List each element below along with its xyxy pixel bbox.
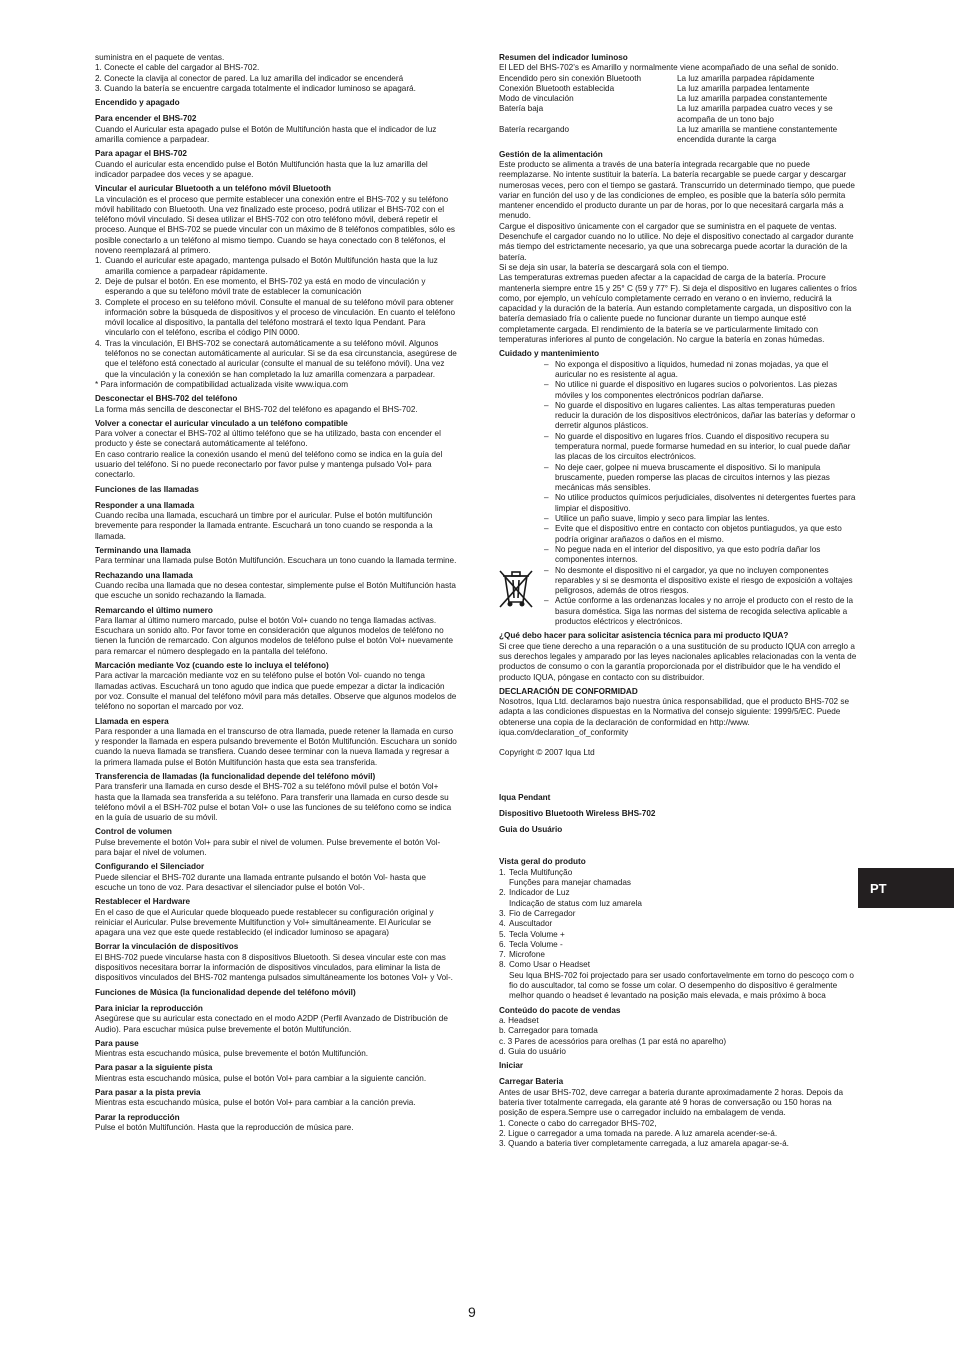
led-state: Modo de vinculación [499,94,574,104]
power-text: Este producto se alimenta a través de una batería integrada recargable que no puede reemplazarse. No intente sustituir la batería. La batería recargable se puede cargar y descargar numerosas veces, pero con el tiempo se gastará. Transcurrido un determinado tiempo, que puede variar en función del uso y de las condiciones de empleo, es posible que la batería sólo permita mantener encendido el producto durante un par de horas, por lo que necesitará cargarla más a menudo. [499,159,855,221]
led-light: La luz amarilla se mantiene constantemente encendida durante la carga [677,125,838,145]
answer-heading: Responder a una llamada [95,500,195,510]
clear-heading: Borrar la vinculación de dispositivos [95,942,239,952]
list-item: – No guarde el dispositivo en lugares fríos. Cuando el dispositivo recupera su temperatura normal, puede formarse humedad en su interior, lo cual puede dañar las placas de los circuitos electrónicos. [544,431,851,462]
calls-heading: Funciones de las llamadas [95,484,199,494]
mute-text: Puede silenciar el BHS-702 durante una llamada entrante pulsando el botón Vol- hasta que escuche un tono de voz. Para desactivar el silenciador pulse el botón Vol-. [95,872,426,892]
list-item: – No pegue nada en el interior del dispositivo, ya que esto podría dañar los componentes internos. [544,544,821,565]
redial-text: Para llamar al último numero marcado, pulse el botón Vol+ cuando no tenga llamadas activas. Escuchara un sonido alto. Por favor tome en consideración que algunos modelos de teléfono no tienen la función de remarcado. Con algunos modelos de teléfono pulse el botón Vol+ nuevamente para remarcar el número desplegado en la pantalla del teléfono. [95,615,453,656]
pause-heading: Para pause [95,1038,139,1048]
pair-note: * Para información de compatibilidad actualizada visite www.iqua.com [95,379,349,389]
pt-package-item: c. 3 Pares de acessórios para orelhas (1 par está no aparelho) [499,1036,727,1046]
list-item: 1. Cuando el auricular este apagado, mantenga pulsado el Botón Multifunción hasta que la luz amarilla comience a parpadear rápidamente. [95,256,438,276]
pt-package-item: a. Headset [499,1015,539,1025]
reconnect-heading: Volver a conectar el auricular vinculado a un teléfono compatible [95,418,348,428]
charge-step: 1. Conecte el cable del cargador al BHS-702. [95,63,260,73]
prev-heading: Para pasar a la pista previa [95,1088,201,1098]
charge-step: 2. Conecte la clavija al conector de pared. La luz amarilla del indicador se encenderá [95,73,404,83]
list-item: 6. Tecla Volume - [499,939,563,949]
pt-start-heading: Iniciar [499,1061,524,1071]
list-item: – Utilice un paño suave, limpio y seco para limpiar las lentes. [544,514,770,524]
list-item: 4. Auscultador [499,919,553,929]
on-heading: Para encender el BHS-702 [95,114,197,124]
pt-package-heading: Conteúdo do pacote de vendas [499,1005,621,1015]
led-light: La luz amarilla parpadea constantemente [677,94,828,104]
voice-heading: Marcación mediante Voz (cuando este lo incluya el teléfono) [95,661,329,671]
list-item: 3. Fio de Carregador [499,908,576,918]
pt-package-item: b. Carregador para tomada [499,1026,598,1036]
volume-heading: Control de volumen [95,827,172,837]
reset-heading: Restablecer el Hardware [95,897,191,907]
care-list [499,360,861,628]
play-text: Asegúrese que su auricular esta conectado en el modo A2DP (Perfil Avanzado de Distribución de Audio). Para escuchar música pulse brevemente el botón Multifunción. [95,1014,448,1034]
led-intro: El LED del BHS-702’s es Amarillo y normalmente viene acompañado de una señal de sonido. [499,63,839,73]
transfer-heading: Transferencia de llamadas (la funcionalidad depende del teléfono móvil) [95,772,376,781]
reject-heading: Rechazando una llamada [95,570,193,580]
pt-product-title: Iqua Pendant [499,792,551,802]
pt-overview-heading: Vista geral do produto [499,857,586,867]
list-item: – No guarde el dispositivo en lugares calientes. Las altas temperaturas pueden reducir la duración de los dispositivos electrónicos, dañar las baterías y deformar o derretir algunos plásticos. [544,400,856,431]
pt-overview-list [499,868,861,1002]
list-item: – No utilice productos químicos perjudiciales, disolventes ni detergentes fuertes para limpiar el dispositivo. [544,493,856,513]
next-heading: Para pasar a la siguiente pista [95,1063,213,1073]
disconnect-text: La forma más sencilla de desconectar el BHS-702 del teléfono es apagando el BHS-702. [95,404,418,414]
list-item: – Actúe conforme a las ordenanzas locales y no arroje el producto con el resto de la basura doméstica. Siga las normas del sistema de recogida selectiva aplicable a productos eléctricos y electrónicos. [544,596,854,627]
copyright: Copyright © 2007 Iqua Ltd [499,748,595,758]
conformity-text: Nosotros, Iqua Ltd. declaramos bajo nuestra única responsabilidad, que el producto BHS-702 se adapta a las condiciones dispuestas en la Normativa del consejo siguiente: 1999/5/EC. Puede obtenerse una copia de la declaración de conformidad en http://www. iqua.com/declaration_of_conformity [499,697,849,737]
led-state: Batería recargando [499,125,570,135]
pt-charge-heading: Carregar Bateria [499,1077,564,1087]
page-number: 9 [468,1304,476,1320]
pair-steps [95,256,457,380]
disconnect-heading: Desconectar el BHS-702 del teléfono [95,394,238,404]
power-text: Las temperaturas extremas pueden afectar a la capacidad de carga de la batería. Procure mantenerla siempre entre 15 y 25° C (59 y 77° F). Si deja el dispositivo en lugares calientes o fríos como, por ejemplo, un vehículo completamente cerrado en verano o en invierno, reducirá la capacidad y la duración de la batería. Aun estando completamente cargada, un dispositivo con la batería demasiado fría o caliente puede no funcionar durante un tiempo aunque esté completamente cargada. El rendimiento de la batería se ve particularmente limitado con temperaturas inferiores al punto de congelación. No cargue la batería en zonas húmedas. [499,273,857,345]
list-item: – Evite que el dispositivo entre en contacto con objetos puntiagudos, ya que esto podría originar arañazos o daños en el mismo. [544,524,842,544]
led-heading: Resumen del indicador luminoso [499,53,628,62]
led-light: La luz amarilla parpadea cuatro veces y se acompaña de un tono bajo [677,104,833,124]
pt-charge-step: 1. Conecte o cabo do carregador BHS-702, [499,1118,657,1128]
off-heading: Para apagar el BHS-702 [95,149,187,159]
mute-heading: Configurando el Silenciador [95,862,205,872]
list-item: 5. Tecla Volume + [499,929,565,939]
pause-text: Mientras esta escuchando música, pulse brevemente el botón Multifunción. [95,1049,369,1059]
end-heading: Terminando una llamada [95,546,191,556]
led-state: Conexión Bluetooth establecida [499,83,615,93]
end-text: Para terminar una llamada pulse Botón Multifunción. Escuchara un tono cuando la llamada termine. [95,556,457,566]
list-item: 2. Deje de pulsar el botón. En ese momento, el BHS-702 ya está en modo de vinculación y esperando a que su teléfono móvil trate de establecer la comunicación [95,276,426,297]
reconnect-text: En caso contrario realice la conexión usando el menú del teléfono como se indica en la guía del usuario del teléfono. Si no puede reconectarlo por favor pulse y mantenga pulsado Vol+ para conectarlo. [95,449,443,480]
list-item: – No deje caer, golpee ni mueva bruscamente el dispositivo. Si lo manipula bruscamente, pueden romperse las placas de circuitos internos y las piezas mecánicas más sensibles. [544,462,830,493]
transfer-text: Para transferir una llamada en curso desde el BHS-702 a su teléfono móvil pulse el botón Vol+ hasta que la llamada sea transferida a su teléfono. Para transferir una llamada en curso desde su teléfono móvil a el BSH-702 pulse el botan Vol+ o use las funciones de su teléfono como se indica en la guía de usuario de su móvil. [95,782,452,823]
list-item: – No desmonte el dispositivo ni el cargador, ya que no incluyen componentes reparables y si se desmonta el dispositivo existe el riesgo de exposición a voltajes peligrosos, además de otros riesgos. [499,566,861,597]
music-heading: Funciones de Música (la funcionalidad depende del teléfono móvil) [95,987,356,997]
list-item: 4. Tras la vinculación, El BHS-702 se conectará automáticamente a su teléfono móvil. Algunos teléfonos no se conectan automáticamente al auricular. Si se da esa circunstancia, asegúrese de que el teléfono está conectado al auricular (consulte el manual de su teléfono móvil). Una vez que la vinculación y la conexión se han completado la luz amarilla comenzara a parpadear. [95,338,457,379]
reset-text: En el caso de que el Auricular quede bloqueado puede restablecer su configuración original y reiniciar el Auricular. Pulse brevemente Multifunction y Vol+ simultáneamente. El Auricular se apagara una vez que este quede restablecido (el indicador luminoso se apagara) [95,907,434,938]
stop-heading: Parar la reproducción [95,1112,180,1122]
pt-package-item: d. Guia do usuário [499,1046,566,1056]
pt-charge-step: 3. Quando a bateria tiver completamente carregada, a luz amarela apagar-se-á. [499,1139,789,1149]
clear-text: El BHS-702 puede vincularse hasta con 8 dispositivos Bluetooth. Si desea vincular este con mas dispositivos necesitara borrar la información de dispositivos vinculados, para eliminar la lista de dispositivos vinculados del BHS-702 mantenga pulsados simultáneamente los botones Vol+ y Vol-. [95,952,453,983]
led-light: La luz amarilla parpadea rápidamente [677,73,815,83]
on-text: Cuando el Auricular esta apagado pulse el Botón de Multifunción hasta que el indicador de luz amarilla comience a parpadear. [95,124,437,145]
power-text: Si se deja sin usar, la batería se descargará sola con el tiempo. [499,262,729,272]
off-text: Cuando el auricular esta encendido pulse el Botón Multifunción hasta que la luz amarilla del indicador parpadee dos veces y se apague. [95,159,428,179]
pt-charge-step: 2. Ligue o carregador a uma tomada na parede. A luz amarela acender-se-á. [499,1128,778,1138]
next-text: Mientras esta escuchando música, pulse el botón Vol+ para cambiar a la siguiente canción. [95,1073,427,1083]
list-item: 8. Como Usar o Headset Seu Iqua BHS-702 foi projectado para ser usado confortavelmente em torno do pescoço com o fio do auscultador, tal como se fosse um colar. O desempenho do dispositivo é geralmente melhor quando o headset é levantado na posição mais elevada, e mais próximo à boca [499,960,854,1001]
pt-guide-title: Guia do Usuário [499,825,563,835]
list-item: 3. Complete el proceso en su teléfono móvil. Consulte el manual de su teléfono móvil para obtener información sobre la búsqueda de dispositivos y el proceso de vinculación. En cuanto el teléfono móvil localice al dispositivo, la pantalla del teléfono mostrará el texto Iqua Pendant. Para vincularlo con el teléfono, escriba el código PIN 0000. [95,297,456,338]
list-item: – No utilice ni guarde el dispositivo en lugares sucios o polvorientos. Las piezas móviles y los componentes electrónicos podrían dañarse. [544,380,838,400]
reject-text: Cuando reciba una llamada que no desea contestar, simplemente pulse el Botón Multifunción hasta que escuche un sonido rechazando la llamada. [95,580,456,601]
list-item: 1. Tecla Multifunção Funções para manejar chamadas [499,867,631,888]
play-heading: Para iniciar la reproducción [95,1003,203,1013]
hold-text: Para responder a una llamada en el transcurso de otra llamada, puede retener la llamada en curso y responder la llamada en espera pulsando brevemente el Botón Multifunción. Escuchara un sonido cuando la nueva llamada se transfiera. Cuando desee terminar con la nueva llamada y regresar a la primera llamada pulse el Botón Multifunción hasta que esta sea transferida. [95,726,457,767]
led-table [499,74,861,146]
left-column [95,53,457,1133]
care-heading: Cuidado y mantenimiento [499,349,600,359]
answer-text: Cuando reciba una llamada, escuchará un timbre por el auricular. Pulse el botón multifunción brevemente para responder la llamada entrante. Escuchará un tono cuando se responda a la llamada. [95,511,433,541]
led-light: La luz amarilla parpadea lentamente [677,83,810,93]
list-item: 2. Indicador de Luz Indicação de status com luz amarela [499,888,642,908]
service-text: Si cree que tiene derecho a una reparación o a una sustitución de su producto IQUA con arreglo a sus derechos legales y amparado por las leyes nacionales aplicables relacionadas con la venta de productos de consumo o con la garantía proporcionada por el distribuidor que le ha vendido el producto IQUA, póngase en contacto con su distribuidor. [499,641,857,682]
pair-heading: Vincular el auricular Bluetooth a un teléfono móvil Bluetooth [95,184,331,194]
service-heading: ¿Qué debo hacer para solicitar asistencia técnica para mi producto IQUA? [499,631,789,641]
list-item: 7. Microfone [499,950,545,960]
prev-text: Mientras esta escuchando música, pulse el botón Vol+ para cambiar a la canción previa. [95,1098,416,1108]
led-state: Encendido pero sin conexión Bluetooth [499,73,642,83]
conformity-heading: DECLARACIÓN DE CONFORMIDAD [499,686,638,696]
list-item: – No exponga el dispositivo a líquidos, humedad ni zonas mojadas, ya que el auricular no es resistente al agua. [544,359,829,379]
volume-text: Pulse brevemente el botón Vol+ para subir el nivel de volumen. Pulse brevemente el botón Vol- para bajar el nivel de volumen. [95,837,441,858]
pt-device-title: Dispositivo Bluetooth Wireless BHS-702 [499,808,656,818]
led-state: Batería baja [499,104,544,114]
power-text: Cargue el dispositivo únicamente con el cargador que se suministra en el paquete de ventas. Desenchufe el cargador cuando no lo utilice. No deje el dispositivo conectado al cargador durante más tiempo del estrictamente necesario, ya que una sobrecarga puede acortar la duración de la batería. [499,221,854,262]
hold-heading: Llamada en espera [95,716,169,726]
pair-text: La vinculación es el proceso que permite establecer una conexión entre el BHS-702 y su teléfono móvil habilitado con Bluetooth. Una vez finalizado este proceso, podrá utilizar el BHS-702 con el teléfono móvil vinculado. Si desea utilizar el BHS-702 con otro teléfono móvil, deberá repetir el proceso. Aunque el BHS-702 se puede vincular con un máximo de 8 teléfonos compatibles, sólo es posible conectarlo a un teléfono al mismo tiempo. Cuando se haya conectado con 8 teléfonos, el noveno reemplazará al primero. [95,194,456,256]
power-mgmt-heading: Gestión de la alimentación [499,149,603,159]
power-heading: Encendido y apagado [95,98,180,108]
stop-text: Pulse el botón Multifunción. Hasta que la reproducción de música pare. [95,1122,354,1132]
voice-text: Para activar la marcación mediante voz en su teléfono pulse el botón Vol- cuando no tenga llamadas activas. Escuchará un tono agudo que indica que puede empezar a dictar la indicación por voz. Consulte el manual del teléfono móvil para más detalles. Observe que algunos modelos de teléfono no soportan el marcado por voz. [95,671,457,712]
language-tab-pt: PT [858,868,954,908]
intro-text: suministra en el paquete de ventas. [95,53,225,62]
right-column [499,53,861,1150]
redial-heading: Remarcando el último numero [95,605,213,615]
reconnect-text: Para volver a conectar el BHS-702 al último teléfono que se ha utilizado, basta con encender el producto y éste se conectará automáticamente al teléfono. [95,429,441,449]
pt-charge-text: Antes de usar BHS-702, deve carregar a bateria durante aproximadamente 2 horas. Depois da bateria tiver totalmente carregada, ela garante até 9 horas de conversação ou 150 horas na posição de espera.Sempre use o carregador incluido na embalagem de venda. [499,1087,844,1118]
charge-step: 3. Cuando la batería se encuentre cargada totalmente el indicador luminoso se apagará. [95,83,416,93]
